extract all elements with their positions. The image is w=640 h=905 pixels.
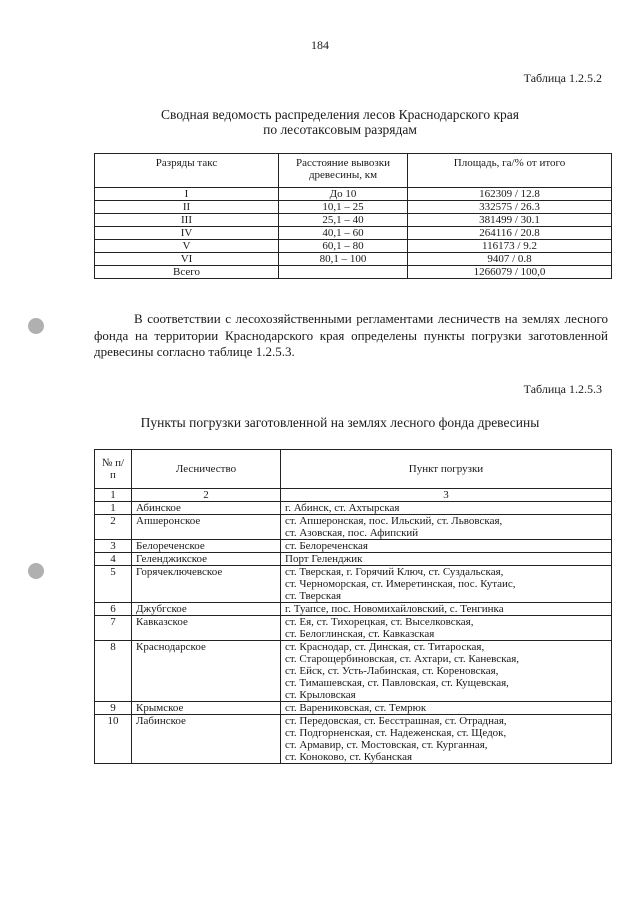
loading-point-line: ст. Краснодар, ст. Динская, ст. Титароская,: [285, 641, 485, 653]
table2-header-point: Пункт погрузки: [281, 450, 612, 489]
loading-points-table: [94, 449, 612, 764]
table2-row: [95, 502, 612, 515]
table1-header-distance: Расстояние вывозки древесины, км: [279, 154, 408, 188]
table1-total-label: Всего: [95, 266, 279, 279]
loading-point-line: ст. Ея, ст. Тихорецкая, ст. Выселковская,: [285, 616, 474, 628]
table1-row: [95, 201, 612, 214]
table1-cell-distance: 60,1 – 80: [279, 240, 408, 253]
table1-header-rank: Разряды такс: [95, 154, 279, 188]
table2-cell-forestry: Джубгское: [132, 603, 281, 616]
table1-header-row: [95, 154, 612, 188]
table1-title-line2: по лесотаксовым разрядам: [263, 122, 417, 137]
table2-cell-num: 5: [95, 566, 132, 603]
loading-point-line: ст. Тверская: [285, 590, 342, 602]
table1-cell-distance: До 10: [279, 188, 408, 201]
table1-total-empty: [279, 266, 408, 279]
table2-cell-points: [281, 715, 612, 764]
table1-cell-area: 9407 / 0.8: [408, 253, 612, 266]
table1-row: [95, 227, 612, 240]
table1-cell-area: 116173 / 9.2: [408, 240, 612, 253]
body-paragraph: В соответствии с лесохозяйственными регламентами лесничеств на землях лесного фонда на территории Краснодарского края определены пункты погрузки заготовленной древесины согласно таблице 1.2.5.3.: [94, 311, 608, 359]
table2-cell-num: 7: [95, 616, 132, 641]
table1-cell-area: 332575 / 26.3: [408, 201, 612, 214]
table2-cell-forestry: Геленджикское: [132, 553, 281, 566]
table2-row: [95, 540, 612, 553]
loading-point-line: ст. Апшеронская, пос. Ильский, ст. Львовская,: [285, 515, 503, 527]
table1-row: [95, 253, 612, 266]
table2-row: [95, 553, 612, 566]
table2-row: [95, 702, 612, 715]
table1-cell-rank: I: [95, 188, 279, 201]
table2-row: [95, 641, 612, 702]
table1-cell-rank: V: [95, 240, 279, 253]
table1-row: [95, 214, 612, 227]
loading-point-line: ст. Белоглинская, ст. Кавказская: [285, 628, 435, 640]
table2-cell-points: [281, 502, 612, 515]
loading-point-line: ст. Варениковская, ст. Темрюк: [285, 702, 427, 714]
table2-cell-points: [281, 641, 612, 702]
loading-point-line: ст. Белореченская: [285, 540, 368, 552]
table1-cell-distance: 25,1 – 40: [279, 214, 408, 227]
table2-row: [95, 616, 612, 641]
table2-row: [95, 515, 612, 540]
table1-row: [95, 188, 612, 201]
table1-cell-distance: 40,1 – 60: [279, 227, 408, 240]
table2-index-cell: 3: [281, 489, 612, 502]
table2-cell-num: 2: [95, 515, 132, 540]
table2-cell-points: [281, 515, 612, 540]
table1-title-line1: Сводная ведомость распределения лесов Краснодарского края: [161, 107, 519, 122]
table1-cell-rank: VI: [95, 253, 279, 266]
table2-cell-forestry: Апшеронское: [132, 515, 281, 540]
table2-row: [95, 715, 612, 764]
table2-cell-points: [281, 702, 612, 715]
table1-caption: Таблица 1.2.5.2: [523, 71, 602, 85]
loading-point-line: г. Туапсе, пос. Новомихайловский, с. Тенгинка: [285, 603, 504, 615]
loading-point-line: г. Абинск, ст. Ахтырская: [285, 502, 400, 514]
loading-point-line: ст. Подгорненская, ст. Надеженская, ст. Щедок,: [285, 727, 507, 739]
table2-cell-num: 10: [95, 715, 132, 764]
table2-cell-forestry: Крымское: [132, 702, 281, 715]
loading-point-line: ст. Коноково, ст. Кубанская: [285, 751, 413, 763]
loading-point-line: ст. Тимашевская, ст. Павловская, ст. Кущевская,: [285, 677, 509, 689]
loading-point-line: ст. Черноморская, ст. Имеретинская, пос. Кутаис,: [285, 578, 516, 590]
table2-header-num: № п/п: [95, 450, 132, 489]
table1-title: [100, 107, 580, 137]
table1-cell-area: 381499 / 30.1: [408, 214, 612, 227]
punch-hole: [28, 318, 44, 334]
loading-point-line: ст. Передовская, ст. Бесстрашная, ст. Отрадная,: [285, 715, 507, 727]
table1-header-area: Площадь, га/% от итого: [408, 154, 612, 188]
table2-row: [95, 603, 612, 616]
table2-cell-points: [281, 603, 612, 616]
table1-total-value: 1266079 / 100,0: [408, 266, 612, 279]
table1-cell-distance: 80,1 – 100: [279, 253, 408, 266]
table2-cell-points: [281, 616, 612, 641]
table1-cell-area: 264116 / 20.8: [408, 227, 612, 240]
loading-point-line: ст. Ейск, ст. Усть-Лабинская, ст. Кореновская,: [285, 665, 499, 677]
table1-total-row: [95, 266, 612, 279]
table2-cell-num: 3: [95, 540, 132, 553]
table1-cell-distance: 10,1 – 25: [279, 201, 408, 214]
loading-point-line: ст. Армавир, ст. Мостовская, ст. Курганная,: [285, 739, 488, 751]
table2-index-row: [95, 489, 612, 502]
table2-cell-forestry: Краснодарское: [132, 641, 281, 702]
table1-cell-rank: III: [95, 214, 279, 227]
table2-cell-num: 1: [95, 502, 132, 515]
table2-cell-forestry: Кавказское: [132, 616, 281, 641]
table2-title: Пункты погрузки заготовленной на землях лесного фонда древесины: [140, 415, 540, 430]
table2-index-cell: 2: [132, 489, 281, 502]
table1-cell-rank: IV: [95, 227, 279, 240]
loading-point-line: ст. Старощербиновская, ст. Ахтари, ст. Каневская,: [285, 653, 520, 665]
table2-cell-points: [281, 566, 612, 603]
table2-header-forestry: Лесничество: [132, 450, 281, 489]
table1-cell-rank: II: [95, 201, 279, 214]
table2-cell-forestry: Лабинское: [132, 715, 281, 764]
table2-cell-num: 6: [95, 603, 132, 616]
table2-cell-forestry: Абинское: [132, 502, 281, 515]
page-number: 184: [311, 38, 329, 52]
table2-caption: Таблица 1.2.5.3: [523, 382, 602, 396]
table2-cell-num: 4: [95, 553, 132, 566]
loading-point-line: ст. Азовская, пос. Афипский: [285, 527, 419, 539]
table2-header-row: [95, 450, 612, 489]
table2-cell-forestry: Белореченское: [132, 540, 281, 553]
table1-row: [95, 240, 612, 253]
table2-cell-num: 8: [95, 641, 132, 702]
table2-row: [95, 566, 612, 603]
loading-point-line: ст. Крыловская: [285, 689, 356, 701]
table2-index-cell: 1: [95, 489, 132, 502]
table2-cell-forestry: Горячеключевское: [132, 566, 281, 603]
table2-cell-num: 9: [95, 702, 132, 715]
loading-point-line: Порт Геленджик: [285, 553, 363, 565]
punch-hole: [28, 563, 44, 579]
forest-tax-table: [94, 153, 612, 279]
loading-point-line: ст. Тверская, г. Горячий Ключ, ст. Суздальская,: [285, 566, 504, 578]
table2-cell-points: [281, 553, 612, 566]
table2-cell-points: [281, 540, 612, 553]
table1-cell-area: 162309 / 12.8: [408, 188, 612, 201]
